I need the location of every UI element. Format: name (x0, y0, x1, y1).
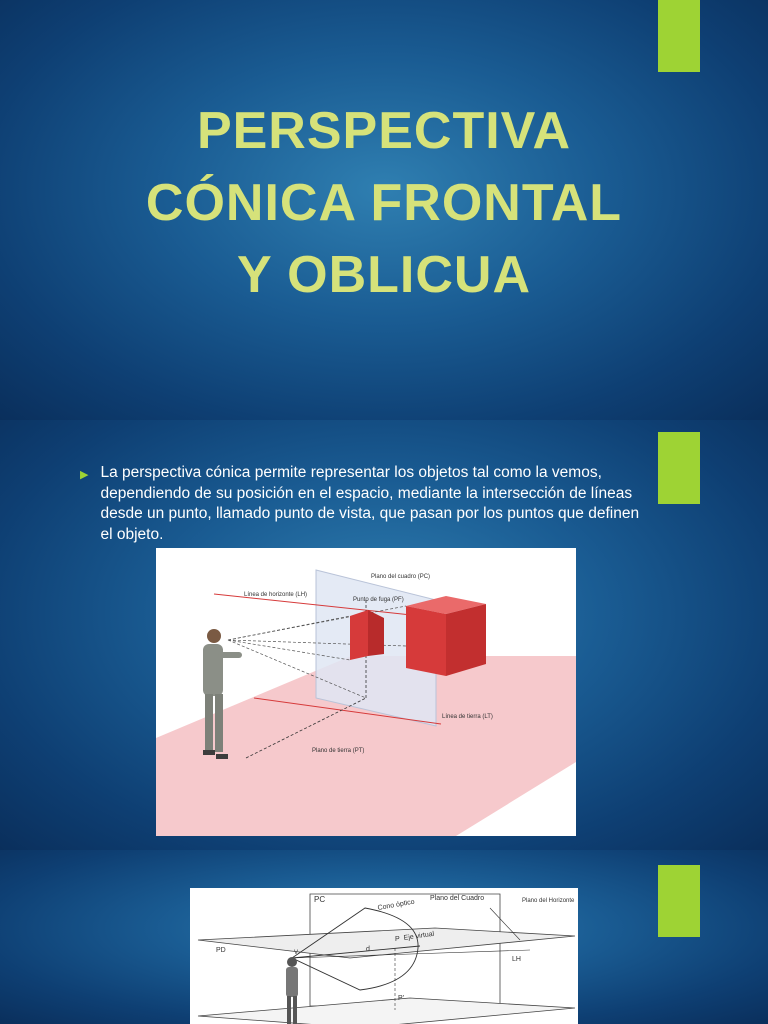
title-line-3: Y OBLICUA (236, 246, 532, 304)
label-eje-virtual: Eje virtual (403, 930, 435, 942)
accent-bar (658, 865, 700, 937)
label-pc: PC (314, 895, 326, 904)
cube-front (406, 606, 446, 676)
title-line-1: PERSPECTIVA (196, 102, 572, 160)
accent-bar (658, 0, 700, 72)
label-v: V (294, 950, 299, 956)
cone-diagram (190, 888, 578, 1024)
slide-title-heading (0, 95, 768, 311)
label-plano-cuadro: Plano del cuadro (PC) (371, 574, 431, 580)
title-line-2: CÓNICA FRONTAL (145, 174, 623, 232)
label-plano-del-horizonte: Plano del Horizonte (522, 898, 575, 904)
perspective-diagram-figure (156, 548, 576, 836)
label-linea-tierra: Línea de tierra (LT) (442, 714, 493, 720)
label-d: d (366, 946, 370, 953)
projected-cube-front (368, 610, 384, 656)
accent-bar (658, 432, 700, 504)
label-punto-fuga: Punto de fuga (PF) (353, 597, 404, 603)
ground-plane (198, 998, 575, 1024)
label-plano-tierra: Plano de tierra (PT) (312, 748, 365, 754)
label-lh: LH (512, 956, 521, 963)
bullet-paragraph (80, 463, 640, 545)
label-pd: PD (216, 947, 226, 954)
slide-title (0, 0, 768, 420)
slide-cone-diagram (0, 850, 768, 1024)
perspective-diagram (156, 548, 576, 836)
label-p-prime: P' (398, 995, 405, 1002)
label-linea-horizonte: Línea de horizonte (LH) (244, 592, 308, 598)
cube-side (446, 604, 486, 676)
label-cono-optico: Cono óptico (377, 898, 416, 912)
projected-cube-side (350, 610, 368, 660)
label-plano-del-cuadro: Plano del Cuadro (430, 895, 485, 902)
label-p: P (395, 936, 400, 943)
cone-diagram-figure (190, 888, 578, 1024)
slide-definition (0, 420, 768, 850)
bullet-arrow-icon: ▶ (80, 469, 89, 481)
horizon-plane (198, 928, 575, 958)
bullet-text: La perspectiva cónica permite representar los objetos tal como la vemos, dependiendo de su posición en el espacio, mediante la intersección de líneas desde un punto, llamado punto de vista, que pasan por los puntos que definen el objeto. (100, 464, 640, 543)
